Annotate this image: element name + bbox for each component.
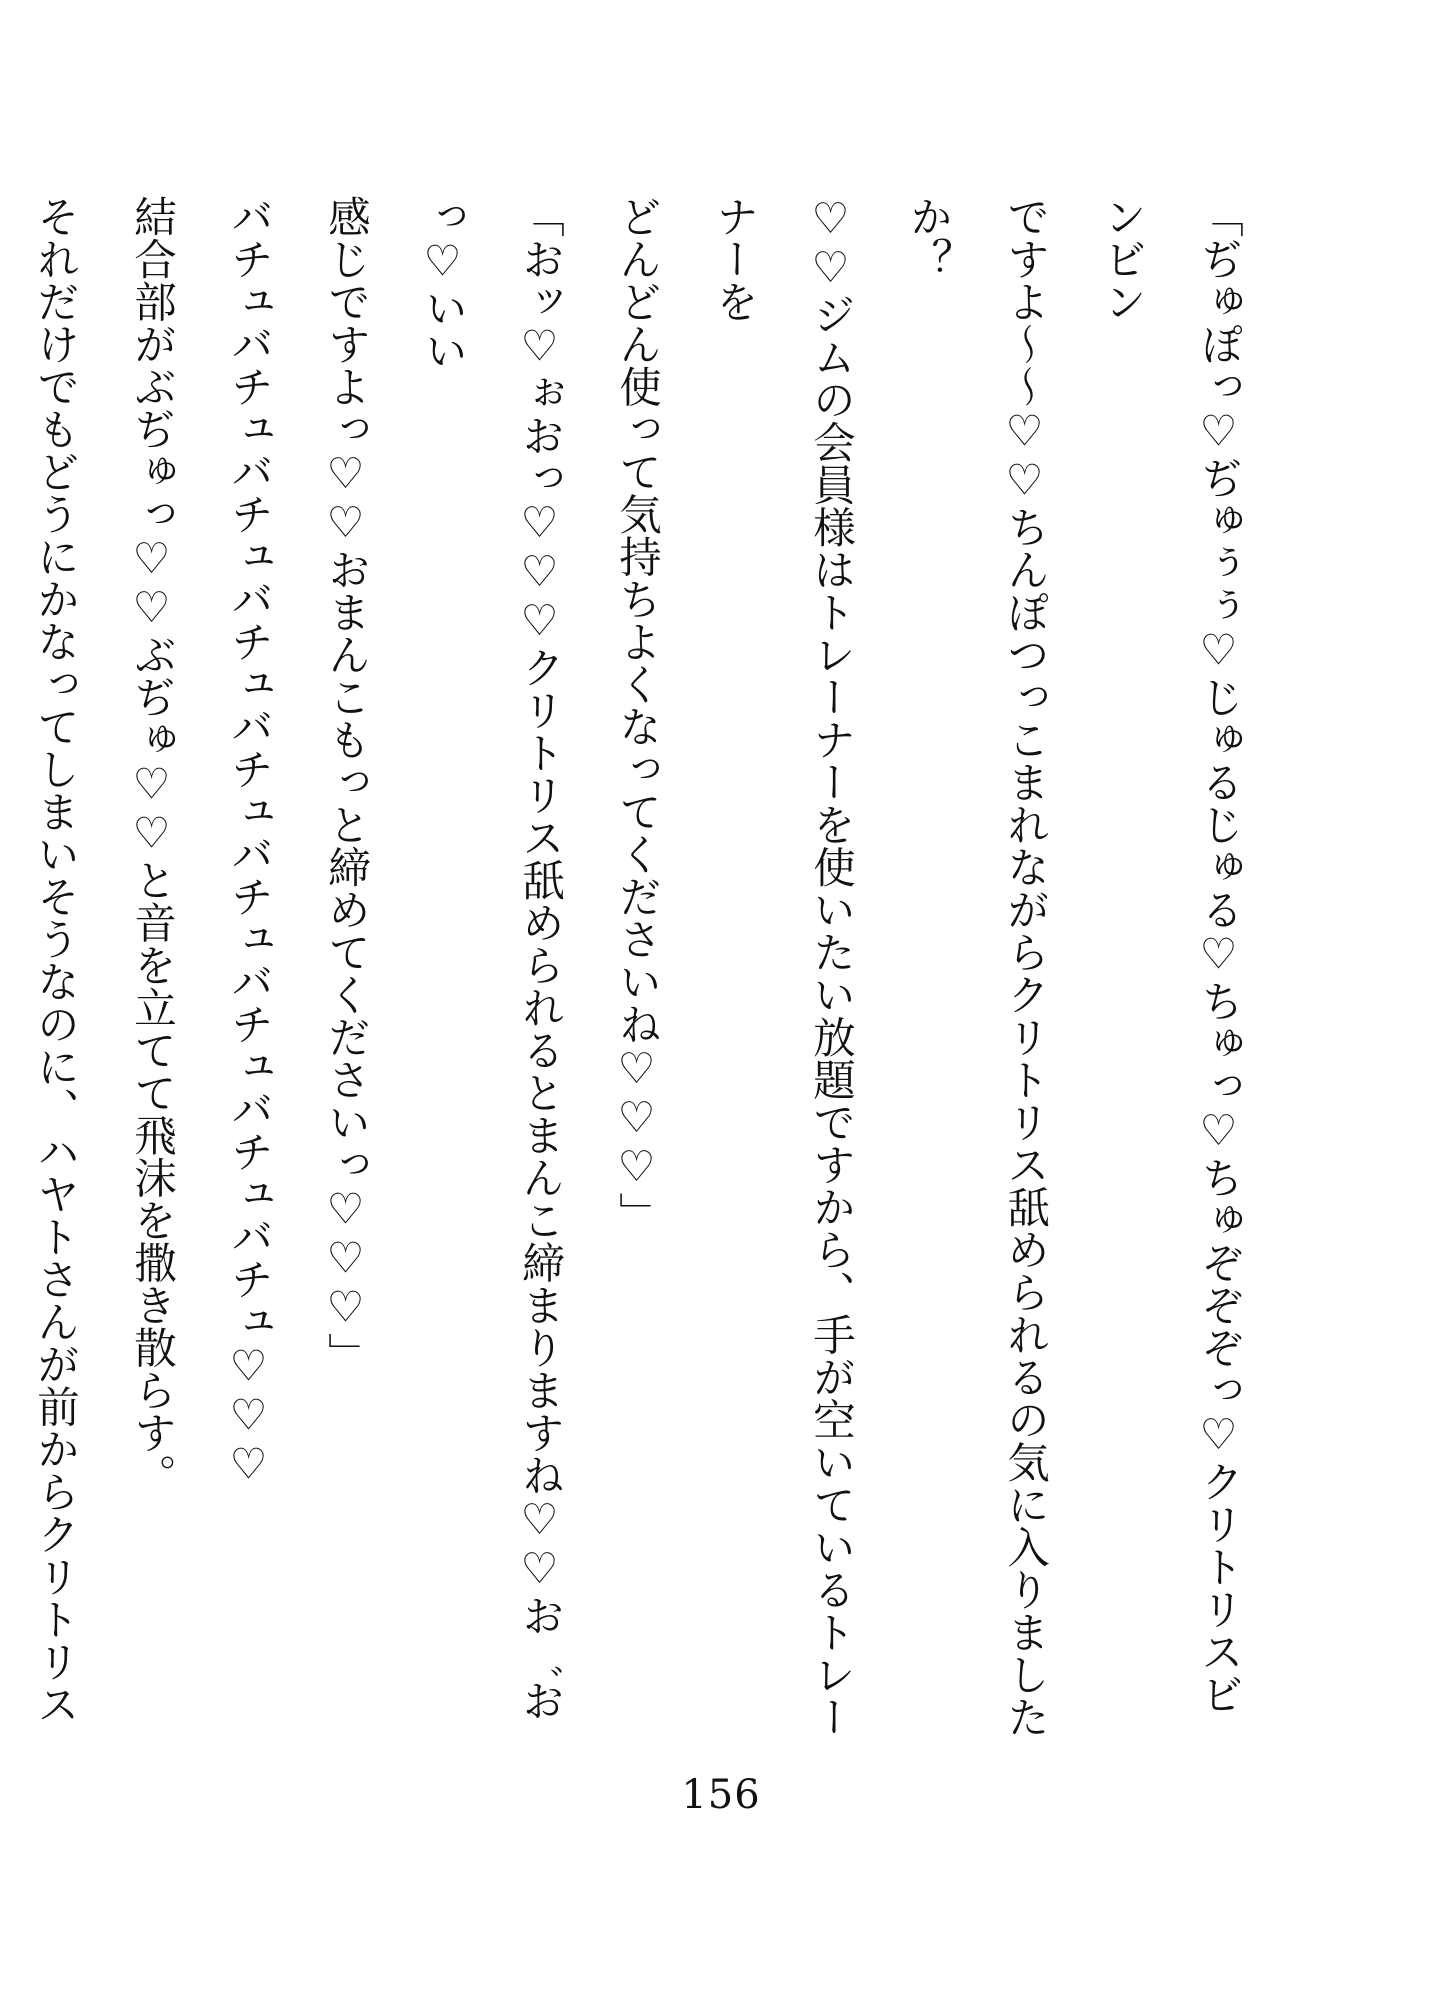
vertical-text-body	[0, 195, 1267, 1755]
text-line: 結合部がぶぢゅっ♡♡ぶぢゅ♡♡と音を立てて飛沫を撒き散らす。	[127, 195, 176, 1496]
text-line: どんどん使って気持ちよくなってくださいね♡♡♡」	[612, 195, 661, 1235]
text-line: 感じですよっ♡♡おまんこもっと締めてくださいっ♡♡♡」	[321, 195, 370, 1375]
text-line: 「ぢゅぽっ♡ぢゅぅぅ♡じゅるじゅる♡ちゅっ♡ちゅぞぞぞっ♡クリトリスビンビン	[1097, 195, 1243, 1715]
text-line: それだけでもどうにかなってしまいそうなのに、ハヤトさんが前からクリトリス	[30, 195, 79, 1725]
page-number: 156	[681, 1772, 761, 1818]
text-line: ですよ〜〜♡♡ちんぽつっこまれながらクリトリス舐められるの気に入りましたか？	[903, 195, 1049, 1738]
text-line: 「おッ♡ぉおっ♡♡♡クリトリス舐められるとまんこ締まりますね♡♡お゛おっ♡いい	[418, 195, 564, 1722]
text-line: バチュバチュバチュバチュバチュバチュバチュバチュバチュ♡♡♡	[224, 195, 273, 1490]
text-line: ♡♡ジムの会員様はトレーナーを使いたい放題ですから、手が空いているトレーナーを	[709, 195, 855, 1738]
